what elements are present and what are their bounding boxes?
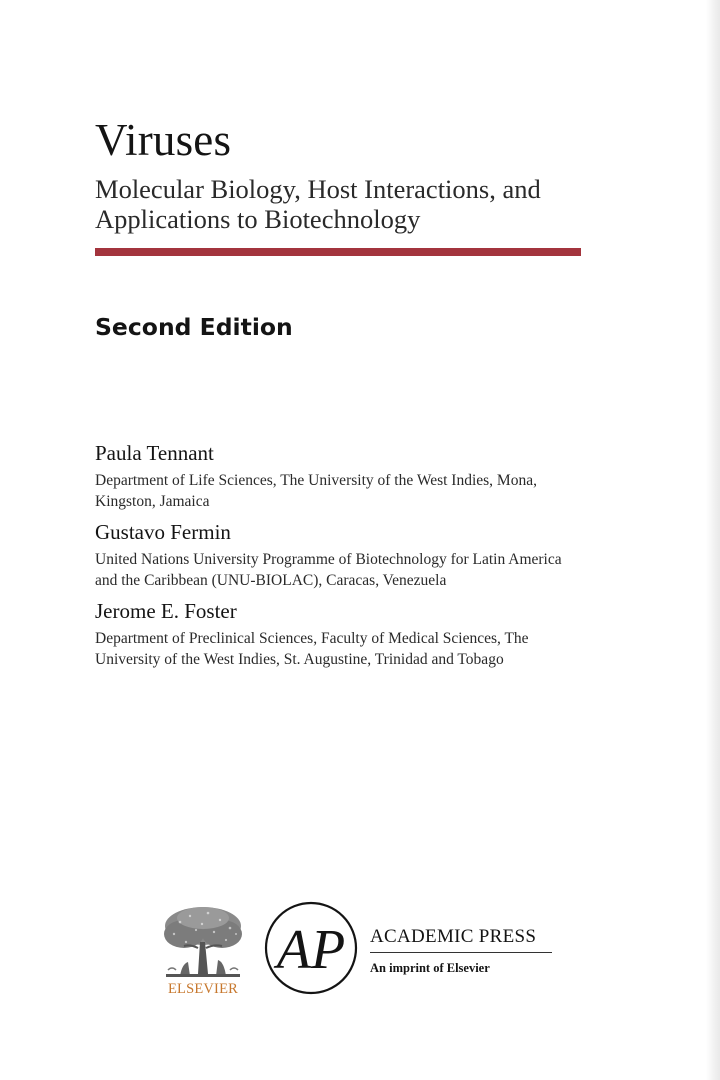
- academic-press-logo: [263, 900, 359, 996]
- elsevier-wordmark: ELSEVIER: [167, 981, 239, 997]
- book-subtitle: [95, 174, 615, 234]
- affiliation-line: Department of Life Sciences, The University of the West Indies, Mona,: [95, 472, 537, 489]
- title-divider-rule: [95, 248, 581, 256]
- author-affiliation: [95, 628, 655, 670]
- elsevier-logo: [160, 904, 246, 1002]
- author-name: Paula Tennant: [95, 441, 214, 465]
- edition-label: Second Edition: [95, 313, 293, 341]
- affiliation-line: University of the West Indies, St. Augustine, Trinidad and Tobago: [95, 651, 504, 668]
- author-name: Jerome E. Foster: [95, 599, 237, 623]
- affiliation-line: and the Caribbean (UNU-BIOLAC), Caracas, Venezuela: [95, 572, 447, 589]
- author-block: [95, 598, 655, 670]
- author-block: [95, 440, 655, 512]
- author-affiliation: [95, 549, 655, 591]
- author-affiliation: [95, 470, 655, 512]
- affiliation-line: United Nations University Programme of Biotechnology for Latin America: [95, 551, 562, 568]
- subtitle-line-2: Applications to Biotechnology: [95, 204, 421, 234]
- affiliation-line: Department of Preclinical Sciences, Faculty of Medical Sciences, The: [95, 630, 529, 647]
- subtitle-line-1: Molecular Biology, Host Interactions, and: [95, 174, 541, 204]
- publisher-block: [370, 924, 560, 976]
- publisher-name: ACADEMIC PRESS: [370, 926, 537, 947]
- book-title: Viruses: [95, 115, 232, 165]
- author-block: [95, 519, 655, 591]
- ap-monogram-icon: [263, 900, 359, 996]
- author-name: Gustavo Fermin: [95, 520, 231, 544]
- ap-monogram-text: AP: [276, 919, 346, 981]
- affiliation-line: Kingston, Jamaica: [95, 493, 210, 510]
- publisher-tagline: An imprint of Elsevier: [370, 961, 490, 975]
- page-edge-shadow: [706, 0, 720, 1080]
- elsevier-tree-icon: [160, 904, 246, 982]
- publisher-divider: [370, 952, 552, 953]
